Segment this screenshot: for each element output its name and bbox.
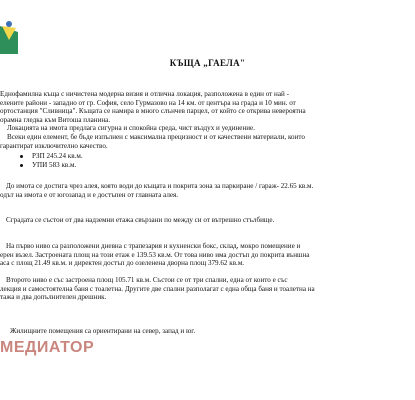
list-item-rzp — [20, 152, 83, 161]
company-logo — [0, 20, 18, 54]
paragraph-line: лекция и самостоятелна баня с тоалетна. Другите две спални разполагат с една обща баня и тоалетна на — [0, 284, 315, 293]
paragraph-line: Еднофамилна къща с ничистена модерна визия и отлична локация, разположена в един от най - — [0, 90, 289, 98]
paragraph-line: Локацията на имота предлага сигурна и спокойна среда, чист въздух и уединение. — [7, 124, 255, 133]
paragraph-line: елените райони - западно от гр. София, село Гурмазово на 14 км. от центъра на града и 10 мин. от — [0, 98, 296, 107]
list-item-upi — [20, 161, 76, 170]
list-item-label: УПИ 583 кв.м. — [32, 161, 77, 169]
paragraph-line: одът на имота е от югозапад и е достъпен от главната алея. — [0, 190, 179, 199]
paragraph-line: Жилищните помещения са ориентирани на север, запад и юг. — [10, 327, 196, 335]
paragraph-line: гарантират изключително качество. — [0, 141, 108, 150]
document-title: КЪЩА „ГАЕЛА" — [169, 58, 246, 68]
paragraph-line: Второто ниво е със застроена площ 105.71 кв.м. Състои се от три спални, една от които е със — [6, 276, 288, 284]
paragraph-line: На първо ниво са разположени дневна с трапезария и кухненски бокс, склад, мокро помещение и — [6, 242, 301, 250]
watermark: МЕДИАТОР — [0, 339, 95, 356]
paragraph-line: Сградата се състои от два надземни етажа свързани по между си от вътрешно стълбище. — [6, 216, 275, 224]
paragraph-line: тажа и два допълнителен дрешник. — [0, 293, 107, 302]
paragraph-line: аса с площ 21.49 кв.м. и директен достъп до озеленена дворна площ 379.62 кв.м. — [0, 259, 245, 268]
list-item-label: РЗП 245.24 кв.м. — [32, 152, 83, 160]
paragraph-line: Всеки един елемент, бе бъде изпълнен с максимална прецизност и от качествени материали, които — [7, 133, 305, 141]
paragraph-line: орамна гледка към Витоша планина. — [0, 115, 111, 124]
bullet-icon — [20, 164, 23, 167]
paragraph-line: ерен възел. Застроената площ на този етаж е 139.53 кв.м. От това ниво има достъп до покрита външна — [0, 250, 310, 259]
paragraph-line: ортостанция "Сливница". Къщата се намира в много слънчев парцел, от който се открива невероятна — [0, 107, 306, 116]
bullet-icon — [20, 155, 23, 158]
paragraph-line: До имота се достига чрез алея, която води до къщата и покрита зона за паркиране / гараж- 22.65 кв.м. — [6, 182, 314, 190]
